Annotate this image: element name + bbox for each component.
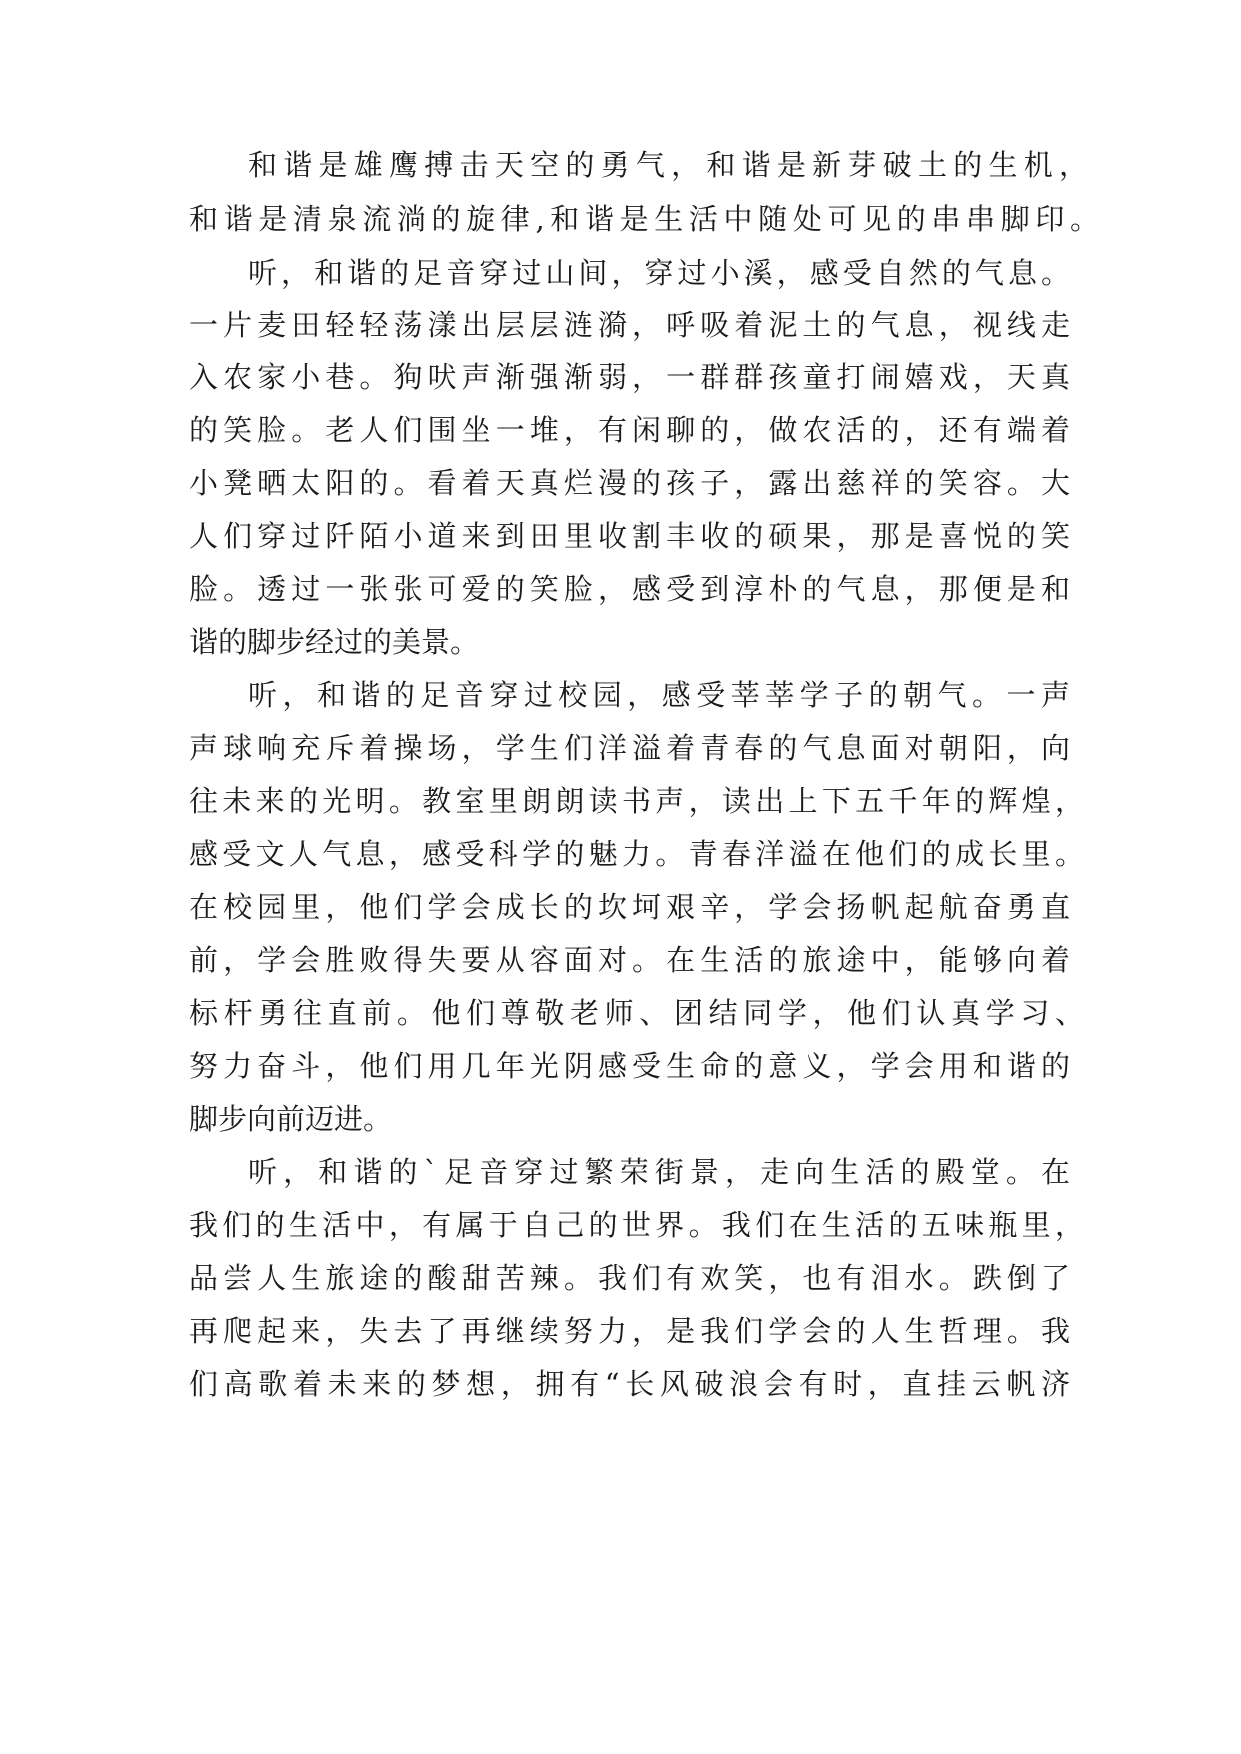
paragraph-3-line-5: 在校园里，他们学会成长的坎坷艰辛，学会扬帆起航奋勇直 bbox=[189, 890, 1070, 924]
text-line bbox=[0, 723, 1241, 773]
text-line bbox=[0, 1253, 1241, 1303]
paragraph-3-line-6: 前，学会胜败得失要从容面对。在生活的旅途中，能够向着 bbox=[189, 943, 1070, 977]
text-line bbox=[0, 1041, 1241, 1091]
paragraph-2-line-7: 脸。透过一张张可爱的笑脸，感受到淳朴的气息，那便是和 bbox=[189, 572, 1070, 606]
paragraph-3-line-8: 努力奋斗，他们用几年光阴感受生命的意义，学会用和谐的 bbox=[189, 1049, 1070, 1083]
paragraph-2-line-3: 入农家小巷。狗吠声渐强渐弱，一群群孩童打闹嬉戏，天真 bbox=[189, 360, 1070, 394]
text-line bbox=[0, 1094, 1241, 1144]
paragraph-4-line-4: 再爬起来，失去了再继续努力，是我们学会的人生哲理。我 bbox=[189, 1314, 1070, 1348]
paragraph-1-line-1: 和谐是雄鹰搏击天空的勇气，和谐是新芽破土的生机， bbox=[248, 148, 1088, 182]
text-line bbox=[0, 300, 1241, 350]
paragraph-3-line-7: 标杆勇往直前。他们尊敬老师、团结同学，他们认真学习、 bbox=[189, 996, 1084, 1030]
paragraph-2-line-5: 小凳晒太阳的。看着天真烂漫的孩子，露出慈祥的笑容。大 bbox=[189, 466, 1070, 500]
text-line bbox=[0, 352, 1241, 402]
paragraph-2-line-8: 谐的脚步经过的美景。 bbox=[189, 625, 480, 659]
text-line bbox=[0, 776, 1241, 826]
text-line bbox=[0, 1200, 1241, 1250]
paragraph-3-line-1: 听，和谐的足音穿过校园，感受莘莘学子的朝气。一声 bbox=[248, 678, 1070, 712]
text-line bbox=[0, 140, 1241, 190]
paragraph-2-line-1: 听，和谐的足音穿过山间，穿过小溪，感受自然的气息。 bbox=[248, 256, 1070, 290]
text-line bbox=[0, 1359, 1241, 1409]
text-line bbox=[0, 988, 1241, 1038]
text-line bbox=[0, 829, 1241, 879]
paragraph-2-line-6: 人们穿过阡陌小道来到田里收割丰收的硕果，那是喜悦的笑 bbox=[189, 519, 1070, 553]
text-line bbox=[0, 617, 1241, 667]
text-line bbox=[0, 194, 1241, 244]
text-line bbox=[0, 511, 1241, 561]
paragraph-4-line-1: 听，和谐的`足音穿过繁荣街景，走向生活的殿堂。在 bbox=[248, 1155, 1070, 1189]
paragraph-3-line-2: 声球响充斥着操场，学生们洋溢着青春的气息面对朝阳，向 bbox=[189, 731, 1070, 765]
paragraph-3-line-9: 脚步向前迈进。 bbox=[189, 1102, 393, 1136]
paragraph-4-line-5: 们高歌着未来的梦想，拥有“长风破浪会有时，直挂云帆济 bbox=[189, 1367, 1070, 1401]
paragraph-1-line-2: 和谐是清泉流淌的旋律,和谐是生活中随处可见的串串脚印。 bbox=[189, 202, 1099, 236]
text-line bbox=[0, 564, 1241, 614]
text-line bbox=[0, 1147, 1241, 1197]
text-line bbox=[0, 458, 1241, 508]
text-line bbox=[0, 882, 1241, 932]
paragraph-3-line-4: 感受文人气息，感受科学的魅力。青春洋溢在他们的成长里。 bbox=[189, 837, 1084, 871]
paragraph-3-line-3: 往未来的光明。教室里朗朗读书声，读出上下五千年的辉煌， bbox=[189, 784, 1084, 818]
paragraph-4-line-3: 品尝人生旅途的酸甜苦辣。我们有欢笑，也有泪水。跌倒了 bbox=[189, 1261, 1070, 1295]
text-line bbox=[0, 405, 1241, 455]
paragraph-4-line-2: 我们的生活中，有属于自己的世界。我们在生活的五味瓶里， bbox=[189, 1208, 1084, 1242]
text-line bbox=[0, 670, 1241, 720]
paragraph-2-line-2: 一片麦田轻轻荡漾出层层涟漪，呼吸着泥土的气息，视线走 bbox=[189, 308, 1070, 342]
text-line bbox=[0, 1306, 1241, 1356]
text-line bbox=[0, 935, 1241, 985]
paragraph-2-line-4: 的笑脸。老人们围坐一堆，有闲聊的，做农活的，还有端着 bbox=[189, 413, 1070, 447]
text-line bbox=[0, 248, 1241, 298]
